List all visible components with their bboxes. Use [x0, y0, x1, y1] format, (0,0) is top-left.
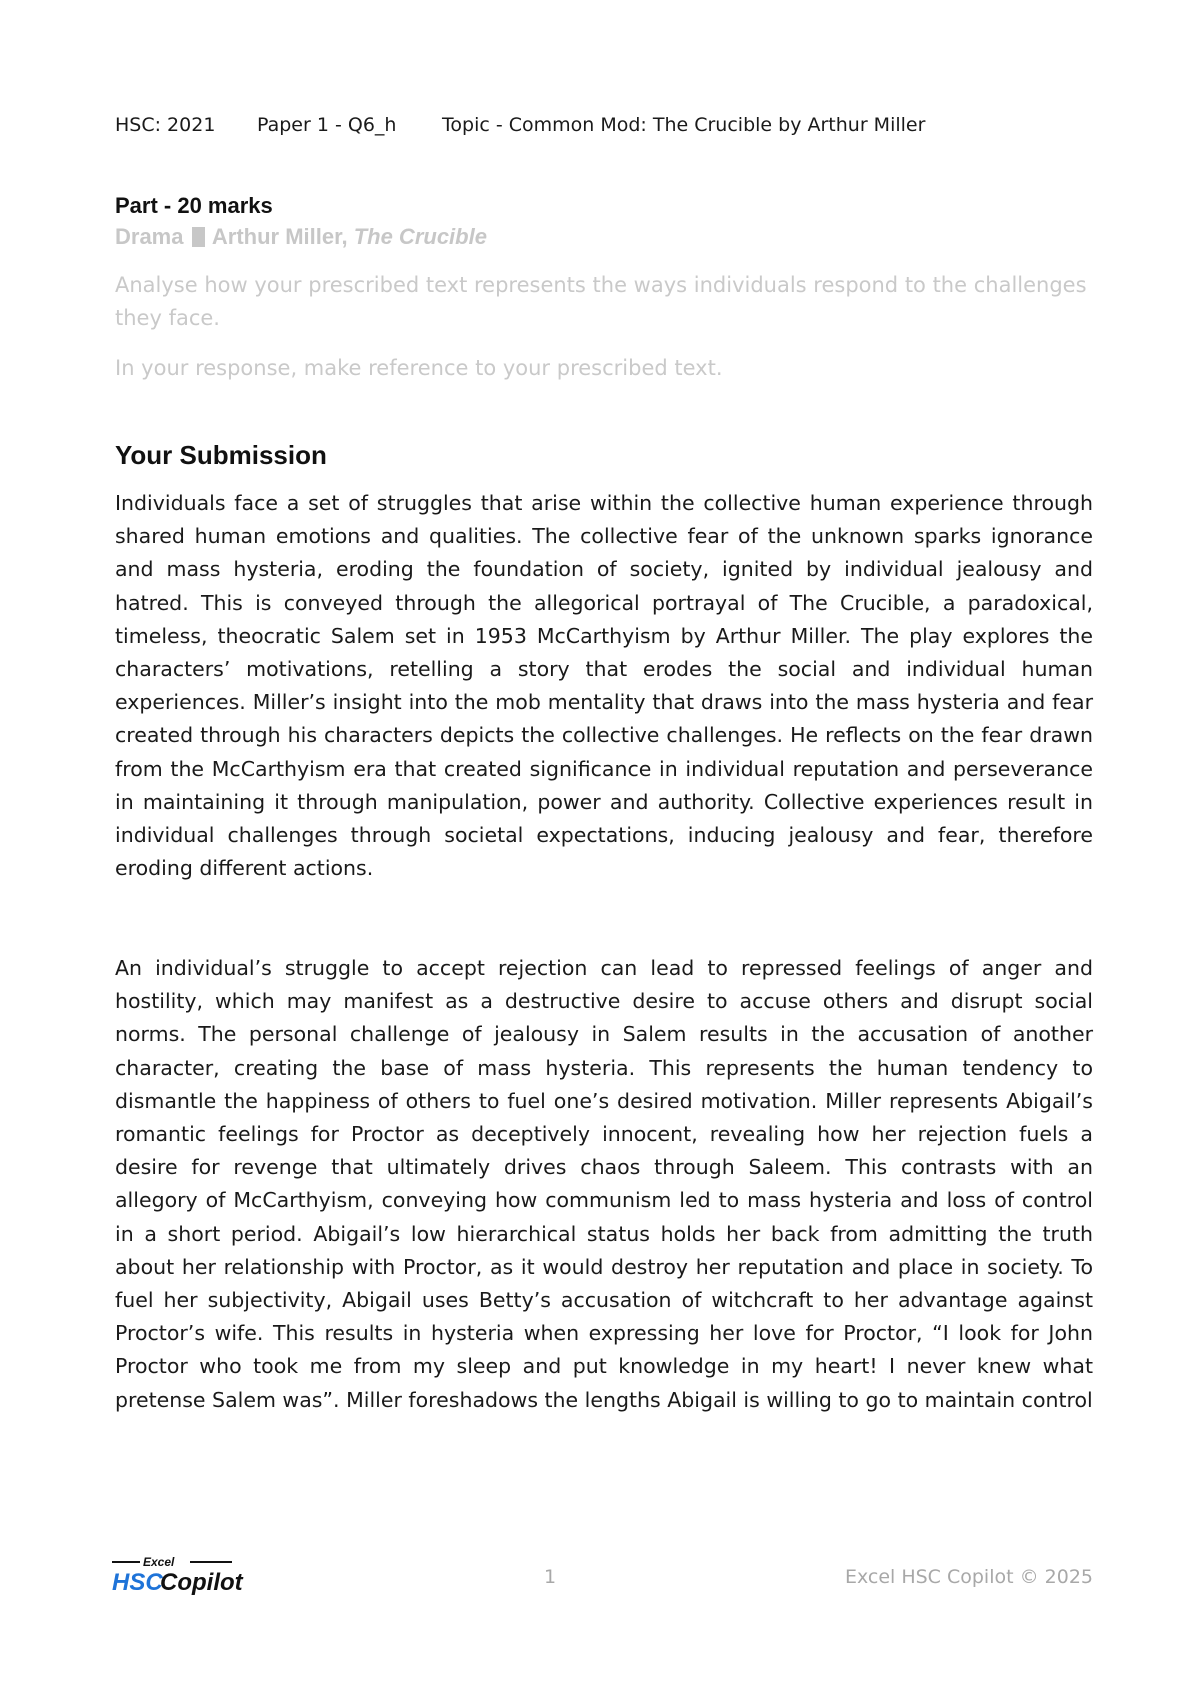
drama-label: Drama — [115, 224, 184, 249]
copyright-notice: Excel HSC Copilot © 2025 — [844, 1566, 1093, 1588]
text-type-line — [115, 224, 487, 250]
submission-heading: Your Submission — [115, 440, 327, 470]
part-heading: Part - 20 marks — [115, 193, 273, 218]
page-number: 1 — [543, 1566, 557, 1588]
header-meta — [115, 114, 925, 136]
logo-hsc-text: HSC — [112, 1569, 163, 1596]
exam-year: HSC: 2021 — [115, 114, 216, 136]
drama-author: Arthur Miller, — [211, 224, 354, 249]
drama-title: The Crucible — [353, 224, 487, 249]
question-prompt: Analyse how your prescribed text represents the ways individuals respond to the challenges they face. — [115, 273, 1087, 330]
topic-label: Topic - Common Mod: The Crucible by Arthur Miller — [442, 114, 926, 136]
submission-paragraph-2: An individual’s struggle to accept rejection can lead to repressed feelings of anger and hostility, which may manifest as a destructive desire to accuse others and disrupt social norms. The personal challenge of jealousy in Salem results in the accusation of another character, creating the base of mass hysteria. This represents the human tendency to dismantle the happiness of others to fuel one’s desired motivation. Miller represents Abigail’s romantic feelings for Proctor as deceptively innocent, revealing how her rejection fuels a desire for revenge that ultimately drives chaos through Saleem. This contrasts with an allegory of McCarthyism, conveying how communism led to mass hysteria and loss of control in a short period. Abigail’s low hierarchical status holds her back from admitting the truth about her relationship with Proctor, as it would destroy her reputation and place in society. To fuel her subjectivity, Abigail uses Betty’s accusation of witchcraft to her advantage against Proctor’s wife. This results in hysteria when expressing her love for Proctor, “I look for John Proctor who took me from my sleep and put knowledge in my heart! I never knew what pretense Salem was”. Miller foreshadows the lengths Abigail is willing to go to maintain control — [115, 956, 1093, 1412]
logo-small-text: Excel — [143, 1555, 175, 1569]
paper-question: Paper 1 - Q6_h — [257, 114, 397, 136]
question-instruction: In your response, make reference to your prescribed text. — [115, 356, 723, 380]
missing-glyph-icon — [192, 227, 205, 247]
submission-paragraph-1: Individuals face a set of struggles that arise within the collective human experience through shared human emotions and qualities. The collective fear of the unknown sparks ignorance and mass hysteria, eroding the foundation of society, ignited by individual jealousy and hatred. This is conveyed through the allegorical portrayal of The Crucible, a paradoxical, timeless, theocratic Salem set in 1953 McCarthyism by Arthur Miller. The play explores the characters’ motivations, retelling a story that erodes the social and individual human experiences. Miller’s insight into the mob mentality that draws into the mass hysteria and fear created through his characters depicts the collective challenges. He reflects on the fear drawn from the McCarthyism era that created significance in individual reputation and perseverance in maintaining it through manipulation, power and authority. Collective experiences result in individual challenges through societal expectations, inducing jealousy and fear, therefore eroding different actions. — [115, 491, 1093, 881]
logo-copilot-text: Copilot — [160, 1569, 243, 1596]
